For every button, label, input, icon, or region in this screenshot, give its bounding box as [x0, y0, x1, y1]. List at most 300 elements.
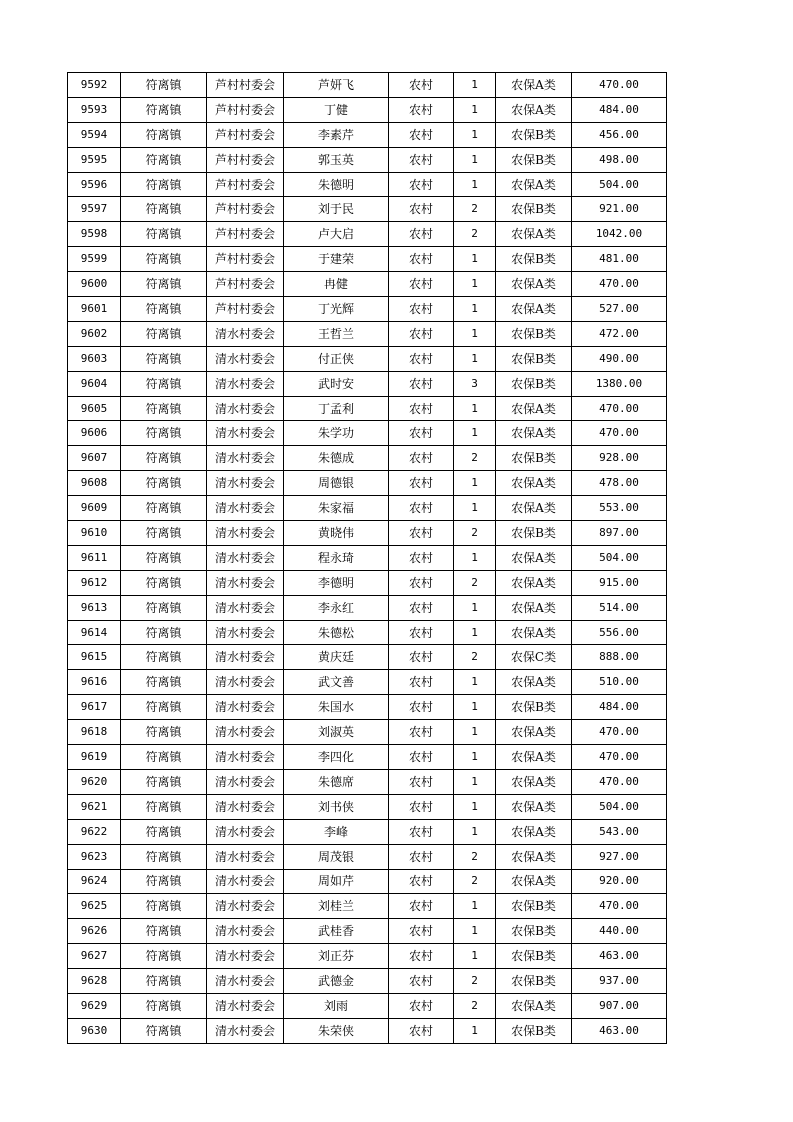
amount-cell: 470.00	[572, 745, 667, 770]
person-count-cell: 1	[454, 819, 496, 844]
insurance-category-cell: 农保A类	[496, 844, 572, 869]
person-count-cell: 3	[454, 371, 496, 396]
amount-cell: 470.00	[572, 73, 667, 98]
town-cell: 符离镇	[121, 122, 207, 147]
insurance-category-cell: 农保C类	[496, 645, 572, 670]
amount-cell: 463.00	[572, 1018, 667, 1043]
person-count-cell: 1	[454, 396, 496, 421]
household-type-cell: 农村	[389, 321, 454, 346]
row-number-cell: 9603	[68, 346, 121, 371]
name-cell: 武文善	[284, 670, 389, 695]
household-type-cell: 农村	[389, 446, 454, 471]
household-type-cell: 农村	[389, 272, 454, 297]
household-type-cell: 农村	[389, 844, 454, 869]
town-cell: 符离镇	[121, 346, 207, 371]
insurance-category-cell: 农保A类	[496, 769, 572, 794]
table-row	[68, 147, 667, 172]
row-number-cell: 9627	[68, 944, 121, 969]
person-count-cell: 1	[454, 172, 496, 197]
town-cell: 符离镇	[121, 197, 207, 222]
row-number-cell: 9612	[68, 570, 121, 595]
insurance-category-cell: 农保B类	[496, 969, 572, 994]
person-count-cell: 2	[454, 222, 496, 247]
town-cell: 符离镇	[121, 819, 207, 844]
village-committee-cell: 芦村村委会	[207, 122, 284, 147]
town-cell: 符离镇	[121, 844, 207, 869]
town-cell: 符离镇	[121, 794, 207, 819]
amount-cell: 504.00	[572, 172, 667, 197]
table-row	[68, 944, 667, 969]
amount-cell: 470.00	[572, 894, 667, 919]
village-committee-cell: 芦村村委会	[207, 222, 284, 247]
insurance-category-cell: 农保B类	[496, 446, 572, 471]
table-row	[68, 720, 667, 745]
table-row	[68, 272, 667, 297]
insurance-category-cell: 农保B类	[496, 695, 572, 720]
table-row	[68, 570, 667, 595]
person-count-cell: 1	[454, 695, 496, 720]
amount-cell: 498.00	[572, 147, 667, 172]
town-cell: 符离镇	[121, 321, 207, 346]
household-type-cell: 农村	[389, 521, 454, 546]
roster-table	[67, 72, 667, 1044]
person-count-cell: 2	[454, 993, 496, 1018]
village-committee-cell: 清水村委会	[207, 720, 284, 745]
name-cell: 李德明	[284, 570, 389, 595]
amount-cell: 1380.00	[572, 371, 667, 396]
table-row	[68, 695, 667, 720]
insurance-category-cell: 农保A类	[496, 396, 572, 421]
table-row	[68, 645, 667, 670]
row-number-cell: 9604	[68, 371, 121, 396]
person-count-cell: 2	[454, 844, 496, 869]
table-row	[68, 745, 667, 770]
insurance-category-cell: 农保B类	[496, 197, 572, 222]
village-committee-cell: 清水村委会	[207, 521, 284, 546]
insurance-category-cell: 农保A类	[496, 297, 572, 322]
village-committee-cell: 清水村委会	[207, 695, 284, 720]
village-committee-cell: 芦村村委会	[207, 97, 284, 122]
household-type-cell: 农村	[389, 919, 454, 944]
household-type-cell: 农村	[389, 1018, 454, 1043]
village-committee-cell: 清水村委会	[207, 620, 284, 645]
row-number-cell: 9622	[68, 819, 121, 844]
town-cell: 符离镇	[121, 969, 207, 994]
table-row	[68, 769, 667, 794]
table-row	[68, 471, 667, 496]
town-cell: 符离镇	[121, 73, 207, 98]
person-count-cell: 1	[454, 73, 496, 98]
household-type-cell: 农村	[389, 421, 454, 446]
amount-cell: 927.00	[572, 844, 667, 869]
name-cell: 周德银	[284, 471, 389, 496]
person-count-cell: 1	[454, 247, 496, 272]
insurance-category-cell: 农保A类	[496, 595, 572, 620]
town-cell: 符离镇	[121, 1018, 207, 1043]
table-row	[68, 919, 667, 944]
insurance-category-cell: 农保A类	[496, 172, 572, 197]
row-number-cell: 9613	[68, 595, 121, 620]
insurance-category-cell: 农保B类	[496, 944, 572, 969]
amount-cell: 484.00	[572, 97, 667, 122]
insurance-category-cell: 农保B类	[496, 346, 572, 371]
household-type-cell: 农村	[389, 496, 454, 521]
village-committee-cell: 清水村委会	[207, 894, 284, 919]
town-cell: 符离镇	[121, 396, 207, 421]
insurance-category-cell: 农保A类	[496, 421, 572, 446]
row-number-cell: 9610	[68, 521, 121, 546]
household-type-cell: 农村	[389, 570, 454, 595]
table-row	[68, 521, 667, 546]
village-committee-cell: 清水村委会	[207, 645, 284, 670]
village-committee-cell: 芦村村委会	[207, 172, 284, 197]
table-row	[68, 969, 667, 994]
name-cell: 刘雨	[284, 993, 389, 1018]
name-cell: 朱德成	[284, 446, 389, 471]
household-type-cell: 农村	[389, 222, 454, 247]
table-row	[68, 894, 667, 919]
insurance-category-cell: 农保A类	[496, 272, 572, 297]
person-count-cell: 1	[454, 919, 496, 944]
person-count-cell: 2	[454, 197, 496, 222]
amount-cell: 907.00	[572, 993, 667, 1018]
person-count-cell: 1	[454, 346, 496, 371]
town-cell: 符离镇	[121, 496, 207, 521]
amount-cell: 937.00	[572, 969, 667, 994]
amount-cell: 915.00	[572, 570, 667, 595]
person-count-cell: 1	[454, 297, 496, 322]
name-cell: 朱德席	[284, 769, 389, 794]
name-cell: 刘桂兰	[284, 894, 389, 919]
amount-cell: 440.00	[572, 919, 667, 944]
amount-cell: 556.00	[572, 620, 667, 645]
village-committee-cell: 芦村村委会	[207, 272, 284, 297]
town-cell: 符离镇	[121, 147, 207, 172]
row-number-cell: 9611	[68, 545, 121, 570]
person-count-cell: 1	[454, 147, 496, 172]
amount-cell: 456.00	[572, 122, 667, 147]
amount-cell: 504.00	[572, 545, 667, 570]
row-number-cell: 9629	[68, 993, 121, 1018]
person-count-cell: 1	[454, 272, 496, 297]
name-cell: 黄庆廷	[284, 645, 389, 670]
village-committee-cell: 清水村委会	[207, 794, 284, 819]
row-number-cell: 9624	[68, 869, 121, 894]
person-count-cell: 1	[454, 421, 496, 446]
amount-cell: 470.00	[572, 421, 667, 446]
table-row	[68, 396, 667, 421]
household-type-cell: 农村	[389, 620, 454, 645]
name-cell: 黄晓伟	[284, 521, 389, 546]
person-count-cell: 2	[454, 969, 496, 994]
name-cell: 武德金	[284, 969, 389, 994]
insurance-category-cell: 农保A类	[496, 97, 572, 122]
insurance-category-cell: 农保A类	[496, 993, 572, 1018]
insurance-category-cell: 农保A类	[496, 73, 572, 98]
insurance-category-cell: 农保A类	[496, 620, 572, 645]
amount-cell: 470.00	[572, 720, 667, 745]
household-type-cell: 农村	[389, 172, 454, 197]
household-type-cell: 农村	[389, 670, 454, 695]
amount-cell: 888.00	[572, 645, 667, 670]
village-committee-cell: 清水村委会	[207, 496, 284, 521]
amount-cell: 504.00	[572, 794, 667, 819]
household-type-cell: 农村	[389, 122, 454, 147]
row-number-cell: 9628	[68, 969, 121, 994]
table-row	[68, 73, 667, 98]
row-number-cell: 9599	[68, 247, 121, 272]
person-count-cell: 1	[454, 769, 496, 794]
table-row	[68, 247, 667, 272]
village-committee-cell: 芦村村委会	[207, 247, 284, 272]
table-row	[68, 122, 667, 147]
town-cell: 符离镇	[121, 993, 207, 1018]
village-committee-cell: 清水村委会	[207, 769, 284, 794]
amount-cell: 490.00	[572, 346, 667, 371]
insurance-category-cell: 农保A类	[496, 720, 572, 745]
town-cell: 符离镇	[121, 247, 207, 272]
roster-body	[68, 73, 667, 1044]
amount-cell: 543.00	[572, 819, 667, 844]
person-count-cell: 2	[454, 869, 496, 894]
town-cell: 符离镇	[121, 919, 207, 944]
village-committee-cell: 清水村委会	[207, 844, 284, 869]
person-count-cell: 2	[454, 521, 496, 546]
town-cell: 符离镇	[121, 570, 207, 595]
household-type-cell: 农村	[389, 371, 454, 396]
row-number-cell: 9617	[68, 695, 121, 720]
household-type-cell: 农村	[389, 147, 454, 172]
name-cell: 芦妍飞	[284, 73, 389, 98]
row-number-cell: 9626	[68, 919, 121, 944]
table-row	[68, 595, 667, 620]
town-cell: 符离镇	[121, 371, 207, 396]
village-committee-cell: 清水村委会	[207, 371, 284, 396]
name-cell: 武时安	[284, 371, 389, 396]
row-number-cell: 9614	[68, 620, 121, 645]
row-number-cell: 9601	[68, 297, 121, 322]
village-committee-cell: 清水村委会	[207, 545, 284, 570]
table-row	[68, 297, 667, 322]
amount-cell: 928.00	[572, 446, 667, 471]
row-number-cell: 9594	[68, 122, 121, 147]
insurance-category-cell: 农保A类	[496, 819, 572, 844]
row-number-cell: 9605	[68, 396, 121, 421]
household-type-cell: 农村	[389, 247, 454, 272]
amount-cell: 463.00	[572, 944, 667, 969]
household-type-cell: 农村	[389, 769, 454, 794]
amount-cell: 514.00	[572, 595, 667, 620]
village-committee-cell: 清水村委会	[207, 819, 284, 844]
village-committee-cell: 清水村委会	[207, 396, 284, 421]
town-cell: 符离镇	[121, 869, 207, 894]
town-cell: 符离镇	[121, 421, 207, 446]
village-committee-cell: 芦村村委会	[207, 147, 284, 172]
table-row	[68, 819, 667, 844]
person-count-cell: 1	[454, 496, 496, 521]
row-number-cell: 9620	[68, 769, 121, 794]
village-committee-cell: 清水村委会	[207, 745, 284, 770]
person-count-cell: 1	[454, 620, 496, 645]
amount-cell: 478.00	[572, 471, 667, 496]
person-count-cell: 2	[454, 645, 496, 670]
name-cell: 冉健	[284, 272, 389, 297]
town-cell: 符离镇	[121, 446, 207, 471]
household-type-cell: 农村	[389, 595, 454, 620]
insurance-category-cell: 农保B类	[496, 1018, 572, 1043]
table-row	[68, 197, 667, 222]
row-number-cell: 9595	[68, 147, 121, 172]
amount-cell: 472.00	[572, 321, 667, 346]
household-type-cell: 农村	[389, 346, 454, 371]
household-type-cell: 农村	[389, 944, 454, 969]
table-row	[68, 844, 667, 869]
name-cell: 程永琦	[284, 545, 389, 570]
household-type-cell: 农村	[389, 993, 454, 1018]
insurance-category-cell: 农保A类	[496, 471, 572, 496]
amount-cell: 1042.00	[572, 222, 667, 247]
town-cell: 符离镇	[121, 695, 207, 720]
amount-cell: 481.00	[572, 247, 667, 272]
table-row	[68, 1018, 667, 1043]
household-type-cell: 农村	[389, 396, 454, 421]
name-cell: 李峰	[284, 819, 389, 844]
amount-cell: 510.00	[572, 670, 667, 695]
table-row	[68, 371, 667, 396]
household-type-cell: 农村	[389, 545, 454, 570]
name-cell: 周如芹	[284, 869, 389, 894]
town-cell: 符离镇	[121, 645, 207, 670]
amount-cell: 527.00	[572, 297, 667, 322]
name-cell: 武桂香	[284, 919, 389, 944]
row-number-cell: 9592	[68, 73, 121, 98]
village-committee-cell: 清水村委会	[207, 321, 284, 346]
household-type-cell: 农村	[389, 745, 454, 770]
insurance-category-cell: 农保A类	[496, 222, 572, 247]
table-row	[68, 993, 667, 1018]
town-cell: 符离镇	[121, 297, 207, 322]
person-count-cell: 1	[454, 545, 496, 570]
insurance-category-cell: 农保B类	[496, 147, 572, 172]
name-cell: 朱荣侠	[284, 1018, 389, 1043]
household-type-cell: 农村	[389, 794, 454, 819]
person-count-cell: 1	[454, 670, 496, 695]
name-cell: 周茂银	[284, 844, 389, 869]
table-row	[68, 545, 667, 570]
household-type-cell: 农村	[389, 695, 454, 720]
town-cell: 符离镇	[121, 545, 207, 570]
person-count-cell: 1	[454, 122, 496, 147]
insurance-category-cell: 农保A类	[496, 545, 572, 570]
household-type-cell: 农村	[389, 720, 454, 745]
table-row	[68, 421, 667, 446]
person-count-cell: 1	[454, 720, 496, 745]
village-committee-cell: 清水村委会	[207, 919, 284, 944]
name-cell: 李永红	[284, 595, 389, 620]
town-cell: 符离镇	[121, 620, 207, 645]
name-cell: 刘淑英	[284, 720, 389, 745]
insurance-category-cell: 农保B类	[496, 919, 572, 944]
town-cell: 符离镇	[121, 720, 207, 745]
town-cell: 符离镇	[121, 595, 207, 620]
name-cell: 朱德松	[284, 620, 389, 645]
name-cell: 李四化	[284, 745, 389, 770]
name-cell: 朱德明	[284, 172, 389, 197]
name-cell: 于建荣	[284, 247, 389, 272]
name-cell: 朱家福	[284, 496, 389, 521]
household-type-cell: 农村	[389, 73, 454, 98]
table-row	[68, 794, 667, 819]
village-committee-cell: 清水村委会	[207, 446, 284, 471]
village-committee-cell: 清水村委会	[207, 969, 284, 994]
name-cell: 卢大启	[284, 222, 389, 247]
table-row	[68, 869, 667, 894]
town-cell: 符离镇	[121, 471, 207, 496]
person-count-cell: 2	[454, 446, 496, 471]
name-cell: 丁孟利	[284, 396, 389, 421]
amount-cell: 897.00	[572, 521, 667, 546]
person-count-cell: 1	[454, 894, 496, 919]
insurance-category-cell: 农保B类	[496, 371, 572, 396]
town-cell: 符离镇	[121, 745, 207, 770]
name-cell: 丁光辉	[284, 297, 389, 322]
name-cell: 朱学功	[284, 421, 389, 446]
name-cell: 王哲兰	[284, 321, 389, 346]
insurance-category-cell: 农保A类	[496, 745, 572, 770]
household-type-cell: 农村	[389, 645, 454, 670]
household-type-cell: 农村	[389, 297, 454, 322]
insurance-category-cell: 农保A类	[496, 869, 572, 894]
town-cell: 符离镇	[121, 272, 207, 297]
table-row	[68, 97, 667, 122]
town-cell: 符离镇	[121, 172, 207, 197]
row-number-cell: 9609	[68, 496, 121, 521]
name-cell: 刘书侠	[284, 794, 389, 819]
village-committee-cell: 芦村村委会	[207, 297, 284, 322]
household-type-cell: 农村	[389, 869, 454, 894]
name-cell: 刘正芬	[284, 944, 389, 969]
person-count-cell: 1	[454, 1018, 496, 1043]
insurance-category-cell: 农保A类	[496, 670, 572, 695]
person-count-cell: 1	[454, 595, 496, 620]
insurance-category-cell: 农保B类	[496, 321, 572, 346]
table-row	[68, 446, 667, 471]
village-committee-cell: 芦村村委会	[207, 197, 284, 222]
person-count-cell: 1	[454, 97, 496, 122]
household-type-cell: 农村	[389, 471, 454, 496]
town-cell: 符离镇	[121, 222, 207, 247]
village-committee-cell: 清水村委会	[207, 670, 284, 695]
village-committee-cell: 清水村委会	[207, 471, 284, 496]
row-number-cell: 9608	[68, 471, 121, 496]
town-cell: 符离镇	[121, 769, 207, 794]
household-type-cell: 农村	[389, 197, 454, 222]
row-number-cell: 9593	[68, 97, 121, 122]
amount-cell: 484.00	[572, 695, 667, 720]
amount-cell: 553.00	[572, 496, 667, 521]
row-number-cell: 9623	[68, 844, 121, 869]
household-type-cell: 农村	[389, 969, 454, 994]
table-row	[68, 346, 667, 371]
household-type-cell: 农村	[389, 894, 454, 919]
insurance-category-cell: 农保A类	[496, 794, 572, 819]
row-number-cell: 9598	[68, 222, 121, 247]
name-cell: 朱国水	[284, 695, 389, 720]
village-committee-cell: 清水村委会	[207, 346, 284, 371]
row-number-cell: 9606	[68, 421, 121, 446]
row-number-cell: 9630	[68, 1018, 121, 1043]
town-cell: 符离镇	[121, 521, 207, 546]
